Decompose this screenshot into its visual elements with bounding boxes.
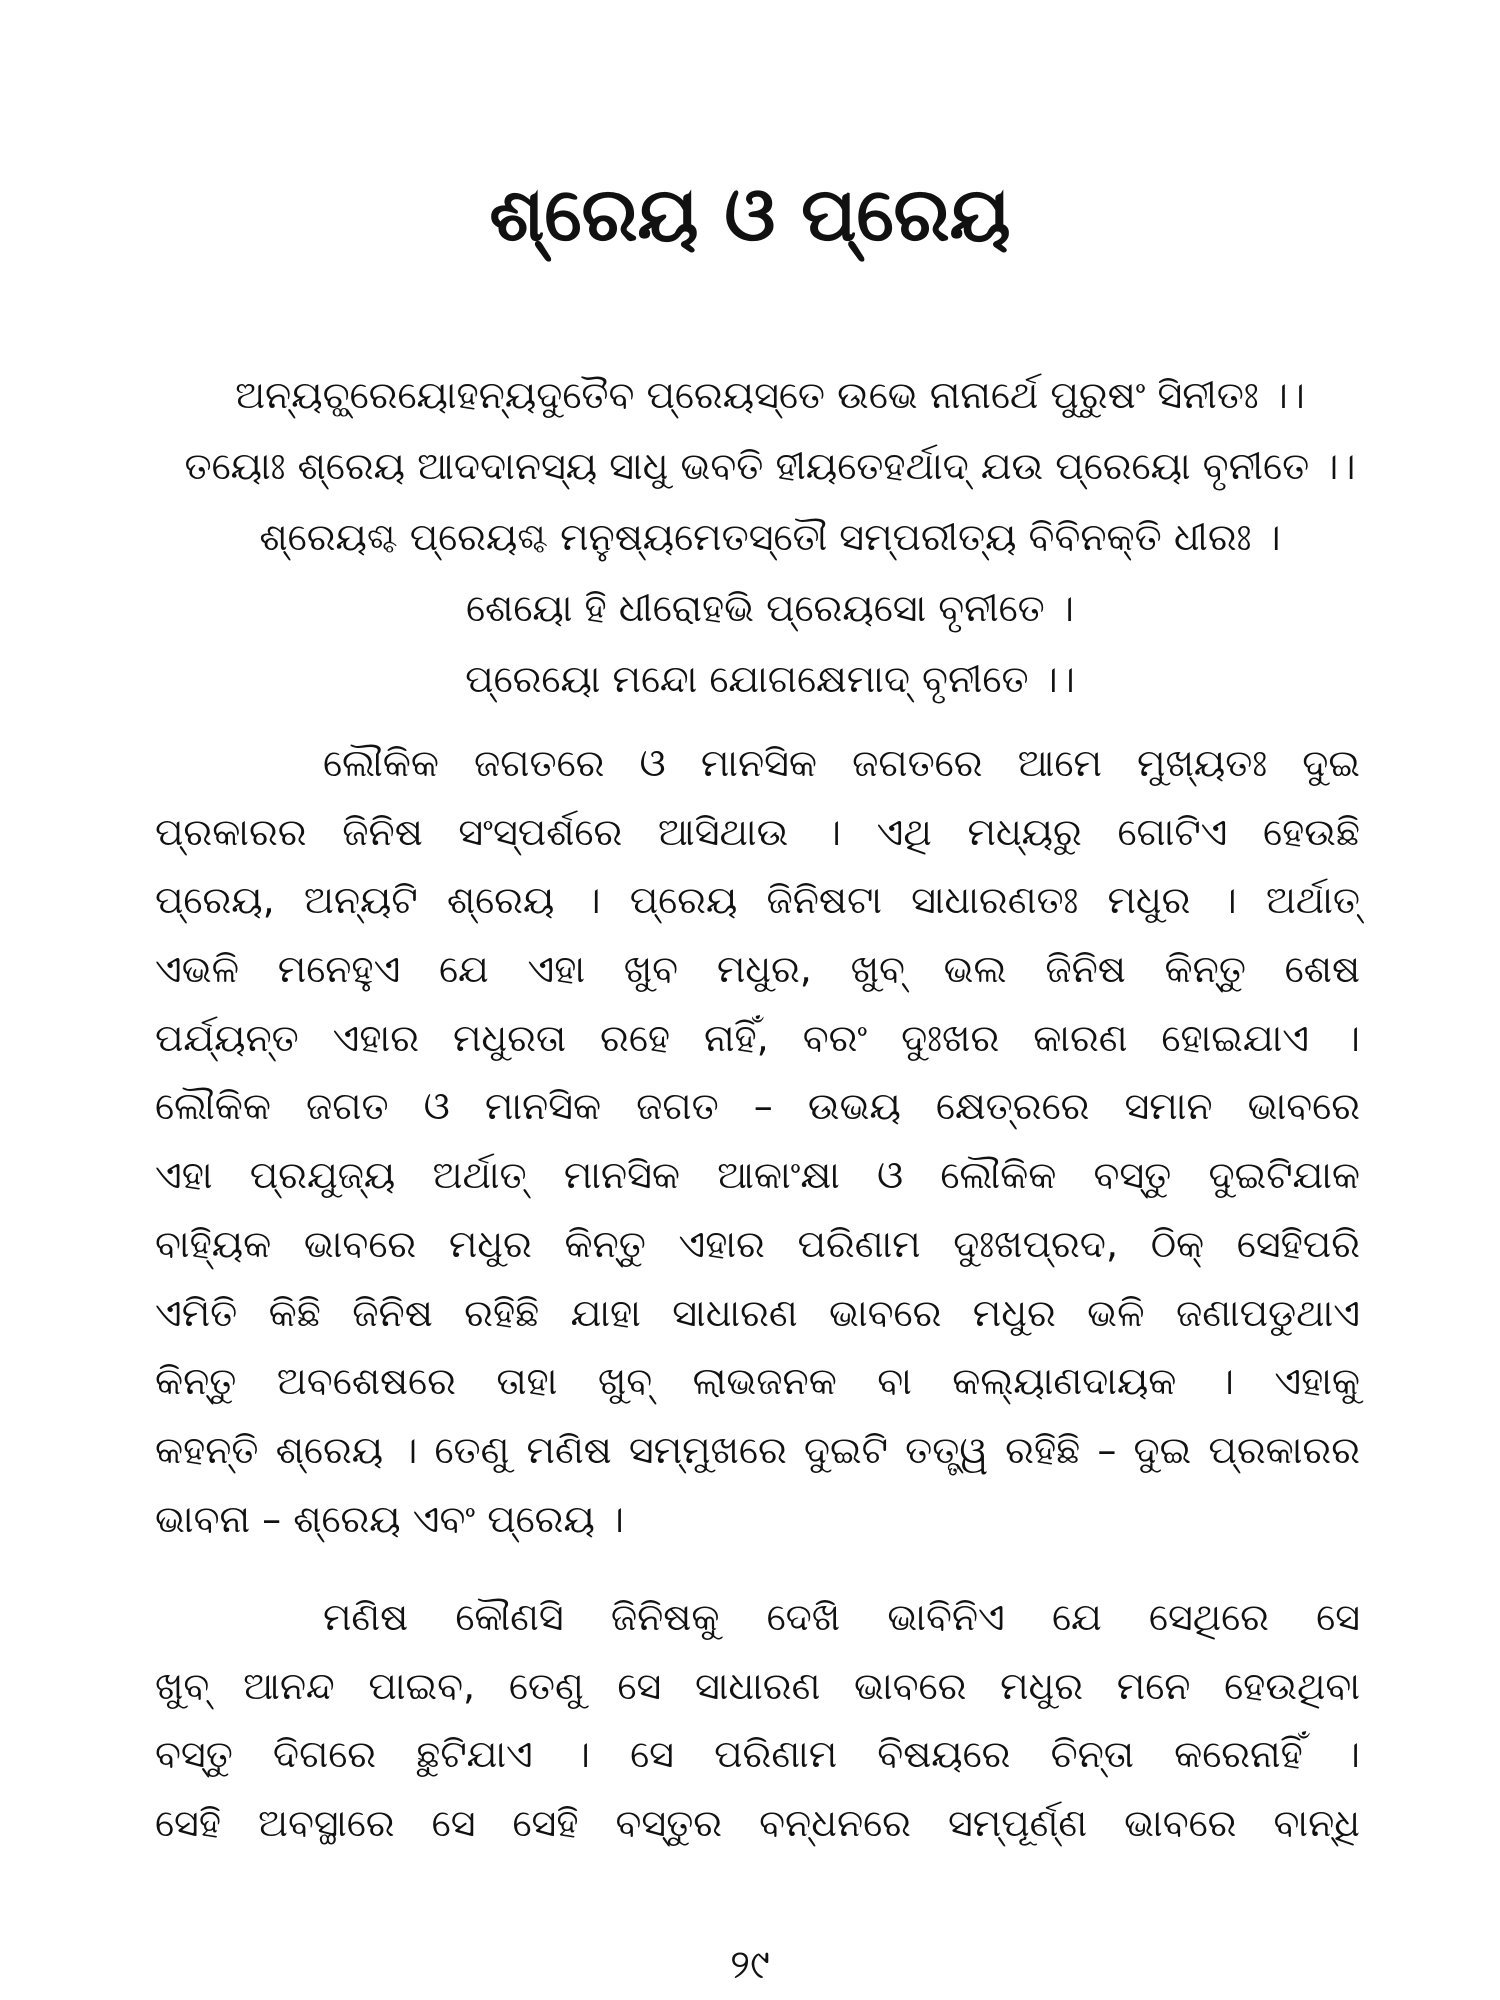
- page-title: ଶ୍ରେୟ ଓ ପ୍ରେୟ: [489, 172, 1011, 258]
- text-line: ସେହି ଅବସ୍ଥାରେ ସେ ସେହି ବସ୍ତୁର ବନ୍ଧନରେ ସମ୍ପୂର୍ଣ୍ଣ ଭାବରେ ବାନ୍ଧି: [155, 1801, 1360, 1846]
- text-line: ଭାବନା – ଶ୍ରେୟ ଏବଂ ପ୍ରେୟ ।: [155, 1496, 625, 1541]
- text-line: ଏଭଳି ମନେହୁଏ ଯେ ଏହା ଖୁବ ମଧୁର, ଖୁବ୍ ଭଲ ଜିନିଷ କିନ୍ତୁ ଶେଷ: [155, 947, 1360, 992]
- verse-line: ପ୍ରେୟୋ ମନ୍ଦୋ ଯୋଗକ୍ଷେମାଦ୍ ବୃନୀତେ ।।: [465, 657, 1075, 701]
- text-line: ଲୌକିକ ଜଗତ ଓ ମାନସିକ ଜଗତ – ଉଭୟ କ୍ଷେତ୍ରରେ ସମାନ ଭାବରେ: [155, 1084, 1360, 1129]
- verse-line: ଅନ୍ୟଚ୍ଛ୍ରେୟୋହନ୍ୟଦୁତୈବ ପ୍ରେୟସ୍ତେ ଉଭେ ନାନାର୍ଥେ ପୁରୁଷଂ ସିନୀତଃ ।।: [235, 373, 1305, 417]
- text-line: କହନ୍ତି ଶ୍ରେୟ । ତେଣୁ ମଣିଷ ସମ୍ମୁଖରେ ଦୁଇଟି ତତ୍ତ୍ୱ ରହିଛି – ଦୁଇ ପ୍ରକାରର: [155, 1427, 1360, 1472]
- paragraph-1: [155, 729, 1360, 1553]
- text-line: ବାହ୍ୟିକ ଭାବରେ ମଧୁର କିନ୍ତୁ ଏହାର ପରିଣାମ ଦୁଃଖପ୍ରଦ, ଠିକ୍ ସେହିପରି: [155, 1221, 1360, 1266]
- text-line: ମଣିଷ କୌଣସି ଜିନିଷକୁ ଦେଖି ଭାବିନିଏ ଯେ ସେଥିରେ ସେ: [323, 1595, 1360, 1639]
- text-line: ଏହା ପ୍ରଯୁଜ୍ୟ ଅର୍ଥାତ୍ ମାନସିକ ଆକାଂକ୍ଷା ଓ ଲୌକିକ ବସ୍ତୁ ଦୁଇଟିଯାକ: [155, 1153, 1360, 1198]
- text-line: ବସ୍ତୁ ଦିଗରେ ଛୁଟିଯାଏ । ସେ ପରିଣାମ ବିଷୟରେ ଚିନ୍ତା କରେନାହିଁ ।: [155, 1732, 1360, 1777]
- verse-line: ତୟୋଃ ଶ୍ରେୟ ଆଦଦାନସ୍ୟ ସାଧୁ ଭବତି ହୀୟତେହର୍ଥାଦ୍ ଯଉ ପ୍ରେୟୋ ବୃନୀତେ ।।: [184, 444, 1356, 488]
- paragraph-2: [155, 1583, 1360, 1858]
- verse-line: ଶେୟୋ ହି ଧୀରୋହଭି ପ୍ରେୟସୋ ବୃନୀତେ ।: [466, 586, 1074, 630]
- text-line: ଲୌକିକ ଜଗତରେ ଓ ମାନସିକ ଜଗତରେ ଆମେ ମୁଖ୍ୟତଃ ଦୁଇ: [323, 741, 1360, 785]
- verse-line: ଶ୍ରେୟଶ୍ଚ ପ୍ରେୟଶ୍ଚ ମନୁଷ୍ୟମେତସ୍ତୌ ସମ୍ପରୀତ୍ୟ ବିବିନକ୍ତି ଧୀରଃ ।: [259, 515, 1281, 559]
- text-line: ଖୁବ୍ ଆନନ୍ଦ ପାଇବ, ତେଣୁ ସେ ସାଧାରଣ ଭାବରେ ମଧୁର ମନେ ହେଉଥିବା: [155, 1663, 1360, 1708]
- text-line: କିନ୍ତୁ ଅବଶେଷରେ ତାହା ଖୁବ୍ ଲାଭଜନକ ବା କଲ୍ୟାଣଦାୟକ । ଏହାକୁ: [155, 1359, 1360, 1404]
- text-line: ପ୍ରେୟ, ଅନ୍ୟଟି ଶ୍ରେୟ । ପ୍ରେୟ ଜିନିଷଟା ସାଧାରଣତଃ ମଧୁର । ଅର୍ଥାତ୍: [155, 878, 1360, 923]
- page-number: ୨୯: [730, 1942, 770, 1988]
- text-line: ଏମିତି କିଛି ଜିନିଷ ରହିଛି ଯାହା ସାଧାରଣ ଭାବରେ ମଧୁର ଭଳି ଜଣାପଡୁଥାଏ: [155, 1290, 1360, 1335]
- text-line: ପର୍ଯ୍ୟନ୍ତ ଏହାର ମଧୁରତା ରହେ ନାହିଁ, ବରଂ ଦୁଃଖର କାରଣ ହୋଇଯାଏ ।: [155, 1015, 1360, 1060]
- text-line: ପ୍ରକାରର ଜିନିଷ ସଂସ୍ପର୍ଶରେ ଆସିଥାଉ । ଏଥି ମଧ୍ୟରୁ ଗୋଟିଏ ହେଉଛି: [155, 809, 1360, 854]
